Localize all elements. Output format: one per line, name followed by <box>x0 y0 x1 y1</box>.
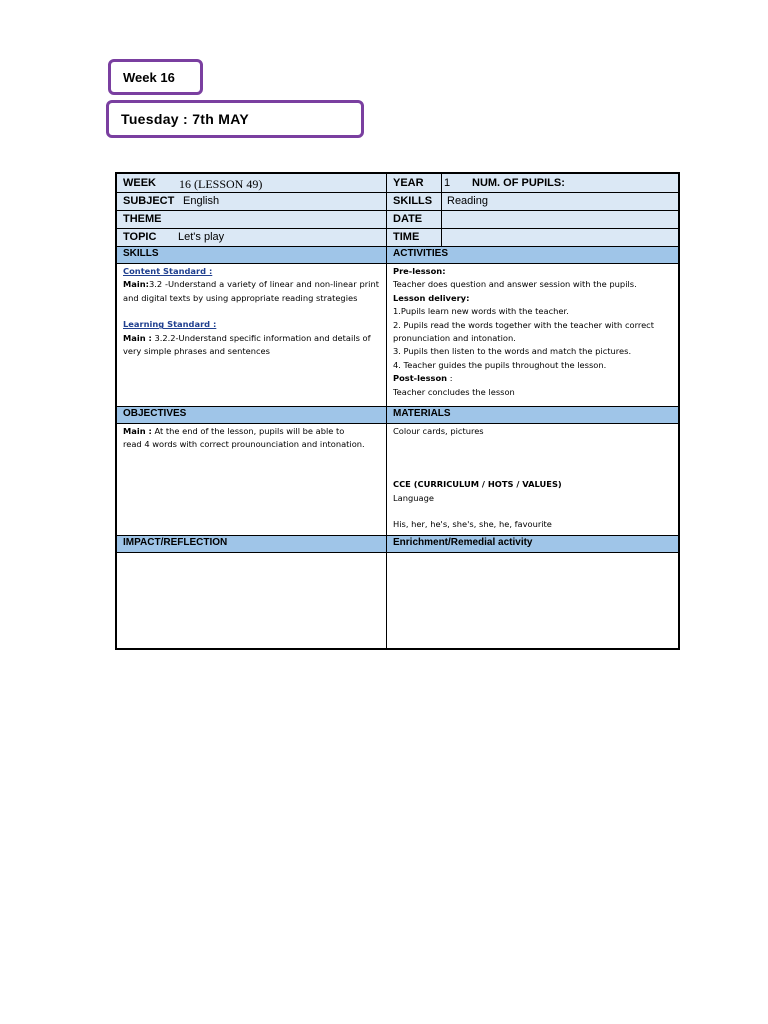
topic-label: TOPIC <box>123 231 157 243</box>
standards-block <box>123 265 379 358</box>
post-lesson-colon: : <box>447 373 453 384</box>
row-divider <box>117 535 678 536</box>
week-label: WEEK <box>123 177 156 189</box>
objective-main-label: Main : <box>123 426 152 436</box>
objective-text-1: At the end of the lesson, pupils will be able to <box>151 426 345 436</box>
activities-block <box>393 265 676 399</box>
pupils-label: NUM. OF PUPILS: <box>472 177 565 189</box>
week-tag-text: Week 16 <box>123 69 175 85</box>
enrichment-header: Enrichment/Remedial activity <box>393 537 533 548</box>
cce-value: Language <box>393 492 434 503</box>
impact-header: IMPACT/REFLECTION <box>123 537 228 548</box>
post-lesson-label: Post-lesson <box>393 373 448 384</box>
topic-value: Let's play <box>178 231 225 243</box>
learning-main-label: Main : <box>123 332 152 343</box>
delivery-step-3: 3. Pupils then listen to the words and match the pictures. <box>393 346 632 357</box>
content-main-label: Main: <box>123 279 149 290</box>
pre-lesson-text: Teacher does question and answer session with the pupils. <box>393 279 637 290</box>
content-main-text: 3.2 -Understand a variety of linear and non-linear print and digital texts by using appropriate reading strategies <box>123 279 379 303</box>
row-divider <box>117 192 678 193</box>
time-label: TIME <box>393 231 420 243</box>
column-divider <box>441 174 442 246</box>
year-value: 1 <box>444 177 451 189</box>
learning-standard-label: Learning Standard : <box>123 319 217 330</box>
theme-label: THEME <box>123 213 162 225</box>
skills-label: SKILLS <box>393 195 433 207</box>
year-label: YEAR <box>393 177 424 189</box>
row-divider <box>117 406 678 407</box>
row-divider <box>117 263 678 264</box>
materials-header: MATERIALS <box>393 408 451 419</box>
row-divider <box>117 228 678 229</box>
delivery-step-1: 1.Pupils learn new words with the teacher. <box>393 306 569 317</box>
pre-lesson-label: Pre-lesson: <box>393 266 446 276</box>
objectives-header: OBJECTIVES <box>123 408 187 419</box>
row-divider <box>117 246 678 247</box>
cce-words: His, her, he's, she's, she, he, favourite <box>393 519 552 530</box>
row-divider <box>117 210 678 211</box>
delivery-step-2: 2. Pupils read the words together with the teacher with correct pronunciation and intonation. <box>393 319 654 344</box>
content-standard-label: Content Standard : <box>123 266 213 276</box>
objective-text-2: read 4 words with correct prounounciation and intonation. <box>123 439 365 450</box>
objectives-block <box>123 425 379 452</box>
cce-label: CCE (CURRICULUM / HOTS / VALUES) <box>393 479 562 490</box>
date-label: DATE <box>393 213 423 225</box>
post-lesson-text: Teacher concludes the lesson <box>393 386 515 397</box>
row-divider <box>117 423 678 424</box>
column-divider <box>386 174 387 648</box>
learning-main-text: 3.2.2-Understand specific information and details of very simple phrases and sentences <box>123 332 371 357</box>
activities-header: ACTIVITIES <box>393 248 449 259</box>
lesson-delivery-label: Lesson delivery: <box>393 292 470 303</box>
delivery-step-4: 4. Teacher guides the pupils throughout the lesson. <box>393 359 607 370</box>
materials-text: Colour cards, pictures <box>393 426 484 436</box>
skills-header: SKILLS <box>123 248 159 259</box>
day-tag-text: Tuesday : 7th MAY <box>121 111 250 127</box>
subject-label: SUBJECT <box>123 195 175 207</box>
week-value: 16 (LESSON 49) <box>179 177 263 191</box>
week-tag <box>108 59 203 95</box>
day-tag <box>106 100 364 138</box>
lesson-plan-table <box>115 172 680 650</box>
skills-value: Reading <box>447 195 488 207</box>
subject-value: English <box>183 195 220 207</box>
row-divider <box>117 552 678 553</box>
materials-block <box>393 425 676 532</box>
